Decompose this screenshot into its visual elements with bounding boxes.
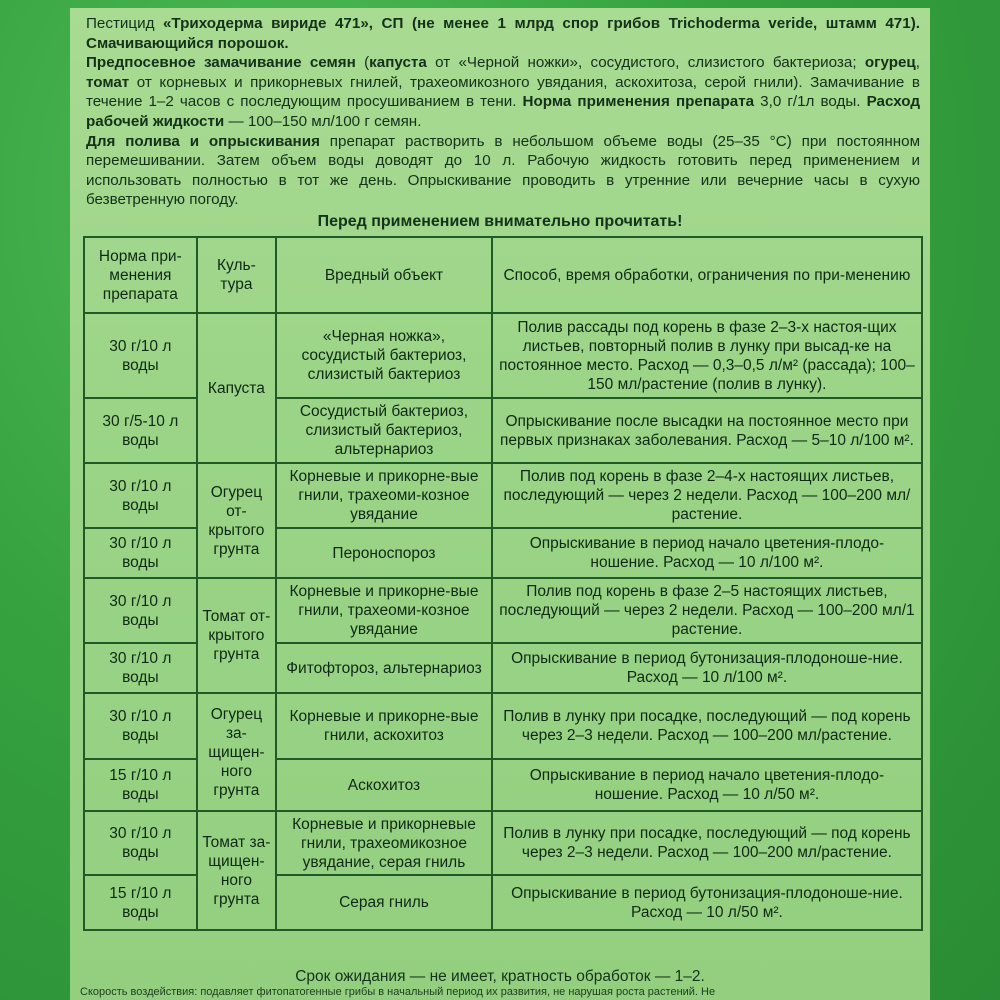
application-table [83,236,923,931]
intro-text [86,14,920,210]
table-row [84,811,922,875]
cell-method: Полив в лунку при посадке, последующий — под корень через 2–3 недели. Расход — 100–200 мл/растение. [492,693,922,759]
intro-text-segment: ( [355,54,370,72]
intro-text-segment: Пестицид [86,15,163,32]
intro-text-segment: капуста [369,54,427,72]
intro-paragraph-2 [86,53,920,131]
cell-method: Полив в лунку при посадке, последующий — под корень через 2–3 недели. Расход — 100–200 мл/растение. [492,811,922,875]
cell-pest: Корневые и прикорне-вые гнили, аскохитоз [276,693,492,759]
table-row [84,693,922,759]
intro-paragraph-3 [86,132,920,210]
intro-text-segment: 3,0 г/1л воды. [754,93,867,111]
intro-text-segment: Расход рабочей жидкости [86,93,920,130]
cell-pest: Аскохитоз [276,759,492,811]
cell-crop: Огурец за-щищен-ного грунта [197,693,276,811]
intro-text-segment: от корневых и прикорневых гнилей, трахеомикозного увядания, аскохитоза, серой гнили). Замачивание в течение 1–2 часов с последующим просушиванием в тени. [86,73,920,111]
header-method: Способ, время обработки, ограничения по при-менению [492,237,922,313]
cell-norm: 15 г/10 л воды [84,759,197,811]
cell-pest: Пероноспороз [276,528,492,578]
intro-text-segment: от «Черной ножки», сосудистого, слизистого бактериоза; [426,54,865,72]
cell-crop: Огурец от-крытого грунта [197,463,276,578]
read-before-use-warning: Перед применением внимательно прочитать! [317,213,683,230]
cell-method: Опрыскивание в период начало цветения-плодо-ношение. Расход — 10 л/50 м². [492,759,922,811]
cell-norm: 30 г/10 л воды [84,528,197,578]
table-row [84,313,922,398]
cell-norm: 30 г/10 л воды [84,578,197,643]
cell-norm: 30 г/5-10 л воды [84,398,197,463]
cell-pest: Сосудистый бактериоз, слизистый бактериоз, альтернариоз [276,398,492,463]
cell-pest: Корневые и прикорне-вые гнили, трахеоми-козное увядание [276,578,492,643]
cell-method: Полив рассады под корень в фазе 2–3-х настоя-щих листьев, повторный полив в лунку при высад-ке на постоянное место. Расход — 0,3–0,5 л/м² (рассада); 100–150 мл/растение (полив в лунку). [492,313,922,398]
waiting-period-note: Срок ожидания — не имеет, кратность обработок — 1–2. [295,968,705,985]
cell-method: Опрыскивание после высадки на постоянное место при первых признаках заболевания. Расход — 5–10 л/100 м². [492,398,922,463]
cell-norm: 30 г/10 л воды [84,811,197,875]
cell-pest: Серая гниль [276,875,492,930]
cell-pest: Корневые и прикорне-вые гнили, трахеоми-козное увядание [276,463,492,528]
cell-method: Опрыскивание в период бутонизация-плодоноше-ние. Расход — 10 л/50 м². [492,875,922,930]
intro-text-segment: томат [86,73,130,91]
cell-norm: 15 г/10 л воды [84,875,197,930]
cell-method: Полив под корень в фазе 2–5 настоящих листьев, последующий — через 2 недели. Расход — 100–200 мл/1 растение. [492,578,922,643]
cell-norm: 30 г/10 л воды [84,693,197,759]
cell-pest: Фитофтороз, альтернариоз [276,643,492,693]
cell-pest: Корневые и прикорневые гнили, трахеомикозное увядание, серая гниль [276,811,492,875]
intro-text-segment: , [915,54,920,72]
intro-text-segment: Норма применения препарата [522,93,755,111]
cell-crop: Томат за-щищен-ного грунта [197,811,276,930]
intro-text-segment: препарат растворить в небольшом объеме воды (25–35 °С) при постоянном перемешивании. Затем объем воды доводят до 10 л. Рабочую жидкость готовить перед применением и использовать полностью в тот же день. Опрыскивание проводить в утренние или вечерние часы в сухую безветренную погоду. [86,132,921,209]
table-header-row [84,237,922,313]
intro-text-segment: — 100–150 мл/100 г семян. [224,112,422,130]
header-pest: Вредный объект [276,237,492,313]
cell-method: Полив под корень в фазе 2–4-х настоящих листьев, последующий — через 2 недели. Расход — 100–200 мл/растение. [492,463,922,528]
cell-method: Опрыскивание в период бутонизация-плодоноше-ние. Расход — 10 л/100 м². [492,643,922,693]
cell-norm: 30 г/10 л воды [84,313,197,398]
table-row [84,463,922,528]
intro-paragraph-1 [86,14,920,53]
table-row [84,578,922,643]
cell-pest: «Черная ножка», сосудистый бактериоз, слизистый бактериоз [276,313,492,398]
header-crop: Куль-тура [197,237,276,313]
product-name: «Триходерма вириде 471», СП (не менее 1 млрд спор грибов Trichoderma veride, штамм 471). Смачивающийся порошок. [86,15,920,52]
cell-norm: 30 г/10 л воды [84,463,197,528]
cell-crop: Капуста [197,313,276,463]
cell-norm: 30 г/10 л воды [84,643,197,693]
header-norm: Норма при-менения препарата [84,237,197,313]
cell-method: Опрыскивание в период начало цветения-плодо-ношение. Расход — 10 л/100 м². [492,528,922,578]
cell-crop: Томат от-крытого грунта [197,578,276,693]
section-heading: Предпосевное замачивание семян [86,54,356,72]
intro-text-segment: огурец [864,54,916,72]
section-heading: Для полива и опрыскивания [86,132,320,150]
action-speed-note: Скорость воздействия: подавляет фитопатогенные грибы в начальный период их развития, не нарушая роста растений. Не [80,986,716,998]
